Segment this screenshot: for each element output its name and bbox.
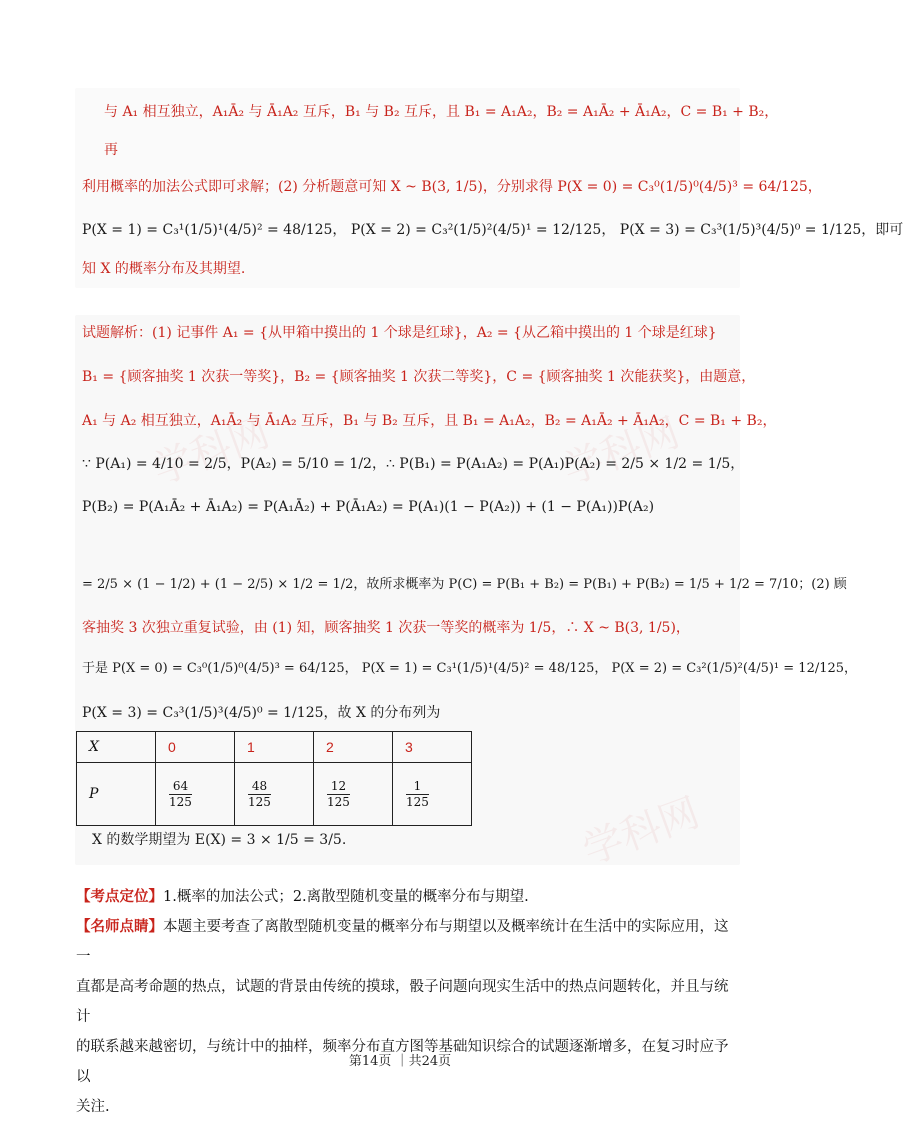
numerator: 1 <box>406 779 429 795</box>
kaodian-text: 1.概率的加法公式；2.离散型随机变量的概率分布与期望. <box>163 889 529 905</box>
watermark: 学科网 <box>556 409 686 494</box>
solution-line-5: P(B₂) = P(A₁Ā₂ + Ā₁A₂) = P(A₁Ā₂) + P(Ā₁A₂) = P(A₁)(1 − P(A₂)) + (1 − P(A₁))P(A₂) <box>82 499 655 515</box>
numerator: 12 <box>327 779 350 795</box>
table-cell: X <box>77 732 156 763</box>
kaodian-paragraph <box>76 882 736 912</box>
solution-line-7: 客抽奖 3 次独立重复试验，由 (1) 知，顾客抽奖 1 次获一等奖的概率为 1/5，∴ X ~ B(3, 1/5)， <box>82 620 690 636</box>
watermark: 学科网 <box>146 409 276 494</box>
solution-line-4: ∵ P(A₁) = 4/10 = 2/5，P(A₂) = 5/10 = 1/2，∴ P(B₁) = P(A₁A₂) = P(A₁)P(A₂) = 2/5 × 1/2 = 1/5， <box>82 456 745 472</box>
table-cell <box>314 763 393 826</box>
solution-line-8: 于是 P(X = 0) = C₃⁰(1/5)⁰(4/5)³ = 64/125， P(X = 1) = C₃¹(1/5)¹(4/5)² = 48/125， P(X = 2) = C₃²(1/5)²(4/5)¹ = 12/125， <box>82 661 858 676</box>
mingshi-line-1 <box>76 912 736 972</box>
numerator: 48 <box>248 779 271 795</box>
table-cell: 2 <box>314 732 393 763</box>
table-cell: 1 <box>235 732 314 763</box>
denominator: 125 <box>327 794 350 809</box>
fraction <box>248 779 271 810</box>
solution-line-3: A₁ 与 A₂ 相互独立，A₁Ā₂ 与 Ā₁A₂ 互斥，B₁ 与 B₂ 互斥，且 B₁ = A₁A₂，B₂ = A₁Ā₂ + Ā₁A₂，C = B₁ + B₂， <box>82 413 777 429</box>
mingshi-line-2: 直都是高考命题的热点，试题的背景由传统的摸球，骰子问题向现实生活中的热点问题转化，并且与统计 <box>76 979 729 1025</box>
analysis-line-1: 与 A₁ 相互独立，A₁Ā₂ 与 Ā₁A₂ 互斥，B₁ 与 B₂ 互斥，且 B₁ = A₁A₂，B₂ = A₁Ā₂ + Ā₁A₂，C = B₁ + B₂， <box>104 104 779 120</box>
mingshi-text-1: 本题主要考查了离散型随机变量的概率分布与期望以及概率统计在生活中的实际应用，这一 <box>76 919 729 965</box>
analysis-line-2: 利用概率的加法公式即可求解；(2) 分析题意可知 X ~ B(3, 1/5)，分别求得 P(X = 0) = C₃⁰(1/5)⁰(4/5)³ = 64/125， <box>82 179 822 195</box>
page-number: 第14页 ｜共24页 <box>348 1054 452 1069</box>
denominator: 125 <box>169 794 192 809</box>
watermark: 学科网 <box>576 789 706 874</box>
analysis-line-3: P(X = 1) = C₃¹(1/5)¹(4/5)² = 48/125， P(X = 2) = C₃²(1/5)²(4/5)¹ = 12/125， P(X = 3) = C₃³(1/5)³(4/5)⁰ = 1/125，即可 <box>82 222 903 238</box>
table-cell <box>156 763 235 826</box>
table-cell <box>393 763 472 826</box>
solution-line-9: P(X = 3) = C₃³(1/5)³(4/5)⁰ = 1/125，故 X 的分布列为 <box>82 705 441 721</box>
fraction <box>327 779 350 810</box>
numerator: 64 <box>169 779 192 795</box>
denominator: 125 <box>248 794 271 809</box>
table-row <box>77 763 472 826</box>
mingshi-paragraph <box>76 912 736 1122</box>
expectation-line: X 的数学期望为 E(X) = 3 × 1/5 = 3/5. <box>92 832 347 848</box>
table-row <box>77 732 472 763</box>
fraction <box>406 779 429 810</box>
fraction <box>169 779 192 810</box>
mingshi-label: 【名师点睛】 <box>76 918 163 935</box>
kaodian-label: 【考点定位】 <box>76 888 163 905</box>
distribution-table <box>76 731 472 826</box>
table-cell: 0 <box>156 732 235 763</box>
table-cell: P <box>77 763 156 826</box>
solution-line-1: 试题解析：(1) 记事件 A₁ = {从甲箱中摸出的 1 个球是红球}，A₂ = {从乙箱中摸出的 1 个球是红球} <box>82 325 717 341</box>
solution-line-6: = 2/5 × (1 − 1/2) + (1 − 2/5) × 1/2 = 1/2，故所求概率为 P(C) = P(B₁ + B₂) = P(B₁) + P(B₂) = 1/5 + 1/2 = 7/10；(2) 顾 <box>82 577 847 592</box>
denominator: 125 <box>406 794 429 809</box>
mingshi-line-4: 关注. <box>76 1099 110 1115</box>
solution-line-2: B₁ = {顾客抽奖 1 次获一等奖}，B₂ = {顾客抽奖 1 次获二等奖}，C = {顾客抽奖 1 次能获奖}，由题意， <box>82 369 756 385</box>
table-cell: 3 <box>393 732 472 763</box>
analysis-line-4: 知 X 的概率分布及其期望. <box>82 261 246 277</box>
table-cell <box>235 763 314 826</box>
analysis-line-1b: 再 <box>104 142 118 158</box>
mingshi-line-3: 的联系越来越密切，与统计中的抽样，频率分布直方图等基础知识综合的试题逐渐增多，在复习时应予以 <box>76 1039 729 1085</box>
